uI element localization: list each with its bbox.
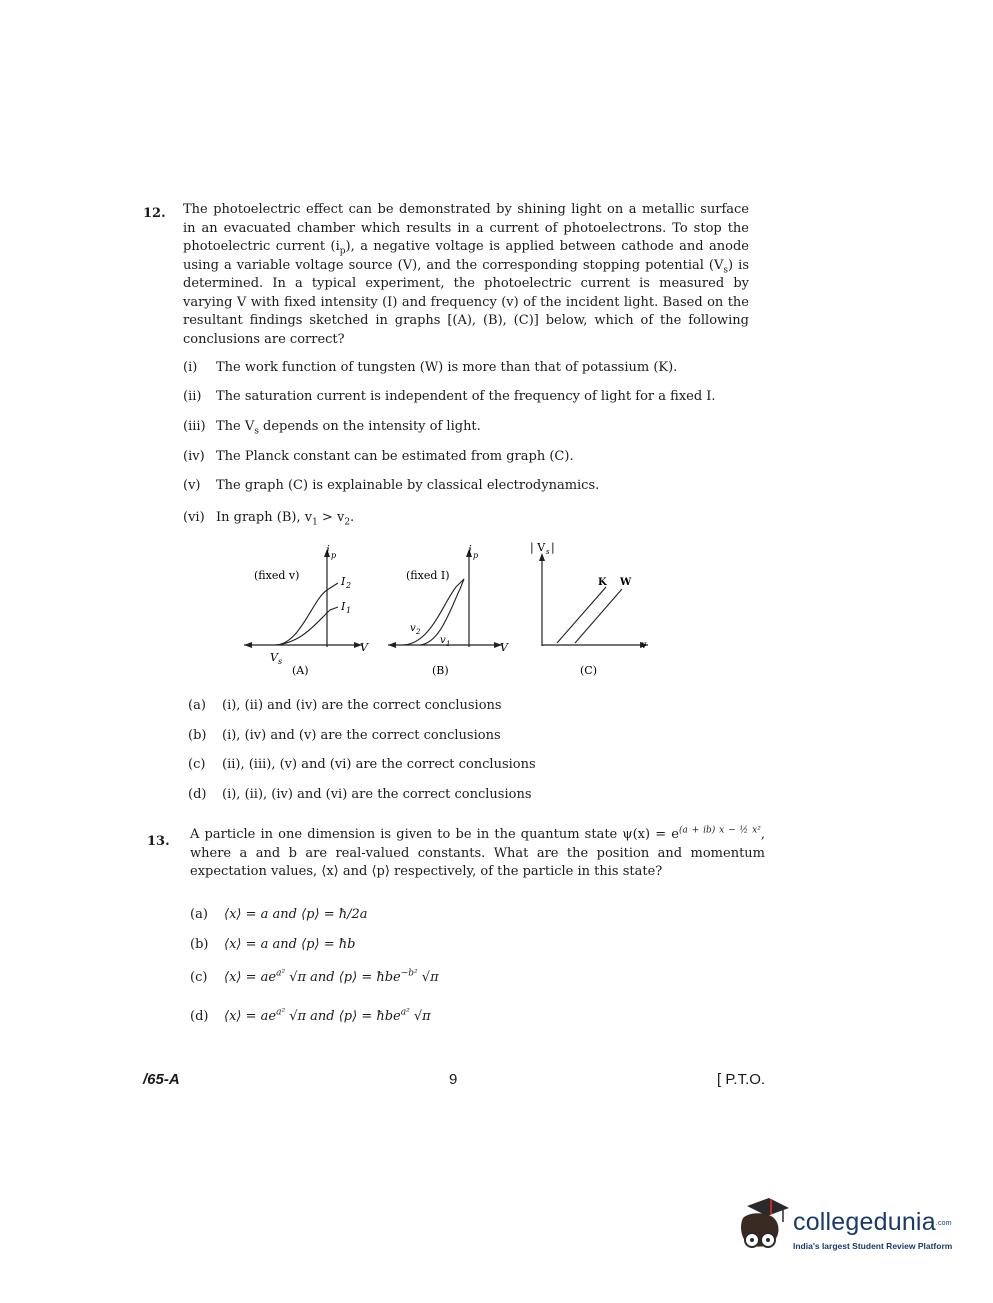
photoelectric-graphs bbox=[230, 535, 670, 685]
statement-iii: (iii) The $V_s$ depends on the intensity of light. bbox=[183, 419, 481, 437]
graph-a-curve-i2 bbox=[275, 583, 338, 645]
q13-answer-d[interactable]: (d) ⟨x⟩ = $ae^{a^2}$ √π and ⟨p⟩ = ħbe$^{a^2}$ √π bbox=[190, 1007, 431, 1024]
svg-text:s: s bbox=[278, 657, 283, 666]
svg-text:1: 1 bbox=[346, 606, 352, 615]
graph-a-caption: (A) bbox=[292, 664, 309, 677]
brand-watermark bbox=[733, 1196, 973, 1262]
statement-v: (v) The graph (C) is explainable by classical electrodynamics. bbox=[183, 478, 600, 493]
svg-text:s: s bbox=[546, 548, 550, 556]
graph-b-curve1-label: v bbox=[440, 635, 446, 646]
graph-a-curve1-label: I bbox=[341, 600, 346, 613]
brand-name: collegedunia.com bbox=[793, 1208, 952, 1236]
paper-code: /65-A bbox=[143, 1071, 180, 1088]
graph-a-x-label: V bbox=[360, 641, 368, 654]
pto-label: [ P.T.O. bbox=[717, 1071, 766, 1088]
svg-text:1: 1 bbox=[446, 640, 451, 648]
answer-b[interactable]: (b) (i), (iv) and (v) are the correct conclusions bbox=[188, 728, 501, 743]
svg-text:p: p bbox=[473, 551, 479, 560]
statement-i: (i) The work function of tungsten (W) is more than that of potassium (K). bbox=[183, 360, 678, 375]
q13-answer-c[interactable]: (c) ⟨x⟩ = $ae^{a^2}$ √π and ⟨p⟩ = ħbe$^{-b^2}$ √π bbox=[190, 968, 439, 985]
graph-b-y-label: i bbox=[468, 543, 472, 557]
graph-c-x-label: v bbox=[641, 640, 647, 651]
graph-c-y-label: | V bbox=[530, 541, 546, 554]
graph-c bbox=[530, 541, 648, 677]
answer-d[interactable]: (d) (i), (ii), (iv) and (vi) are the correct conclusions bbox=[188, 787, 532, 802]
brand-suffix: .com bbox=[935, 1219, 952, 1227]
graph-a-note: (fixed v) bbox=[254, 569, 300, 582]
graph-b-x-label: V bbox=[500, 641, 508, 654]
statement-vi: (vi) In graph (B), $v_1 > v_2$. bbox=[183, 510, 355, 528]
graph-a-intercept: V bbox=[270, 651, 278, 664]
svg-text:|: | bbox=[551, 541, 555, 554]
svg-text:p: p bbox=[331, 551, 337, 560]
graph-c-line2-label: W bbox=[620, 577, 632, 588]
answer-a[interactable]: (a) (i), (ii) and (iv) are the correct conclusions bbox=[188, 698, 502, 713]
graph-a-y-label: i bbox=[326, 543, 330, 557]
graph-a-curve-i1 bbox=[275, 607, 338, 645]
graph-b-note: (fixed I) bbox=[406, 569, 450, 582]
answer-c[interactable]: (c) (ii), (iii), (v) and (vi) are the correct conclusions bbox=[188, 757, 536, 772]
svg-text:2: 2 bbox=[416, 628, 421, 636]
brand-tagline: India's largest Student Review Platform bbox=[793, 1241, 953, 1251]
graph-c-line1-label: K bbox=[598, 577, 607, 588]
brand-mascot-logo bbox=[733, 1196, 793, 1258]
statement-ii: (ii) The saturation current is independent of the frequency of light for a fixed I. bbox=[183, 389, 716, 404]
graph-b-curve2-label: v bbox=[410, 623, 416, 634]
graph-a-curve2-label: I bbox=[341, 575, 346, 588]
svg-text:2: 2 bbox=[346, 581, 352, 590]
question-13-number: 13. bbox=[147, 834, 170, 849]
graph-c-line-w bbox=[575, 589, 622, 643]
graph-b bbox=[388, 543, 509, 677]
graph-b-curve-v2 bbox=[402, 579, 464, 645]
q13-answer-a[interactable]: (a) ⟨x⟩ = a and ⟨p⟩ = ħ/2a bbox=[190, 907, 368, 922]
graph-a bbox=[244, 543, 369, 677]
q13-answer-b[interactable]: (b) ⟨x⟩ = a and ⟨p⟩ = ħb bbox=[190, 937, 356, 952]
wavefunction-exponent: (a + ib) x − ½ x² bbox=[678, 825, 761, 836]
question-12-text: The photoelectric effect can be demonstrated by shining light on a metallic surface in an evacuated chamber which results in a current of photoelectrons. To stop the photoelectric current $(i_p)$, a negative voltage is applied between cathode and anode using a variable voltage source (V), and the corresponding stopping potential $(V_s)$ is determined. In a typical experiment, the photoelectric current is measured by varying V with fixed intensity (I) and frequency (v) of the incident light. Based on the resultant findings sketched in graphs [(A), (B), (C)] below, which of the following conclusions are correct? bbox=[183, 202, 749, 347]
statement-iv: (iv) The Planck constant can be estimated from graph (C). bbox=[183, 449, 574, 464]
question-13-text: A particle in one dimension is given to be in the quantum state $\psi(x) = e^{(a + ib) x - \frac{1}{2} x^2}$, where a and b are real-valued constants. What are the position and momentum expectation values, ⟨x⟩ and ⟨p⟩ respectively, of the particle in this state? bbox=[190, 825, 765, 879]
graph-c-caption: (C) bbox=[580, 664, 597, 677]
question-12-number: 12. bbox=[143, 206, 166, 221]
page-number: 9 bbox=[449, 1071, 458, 1088]
graph-b-caption: (B) bbox=[432, 664, 449, 677]
